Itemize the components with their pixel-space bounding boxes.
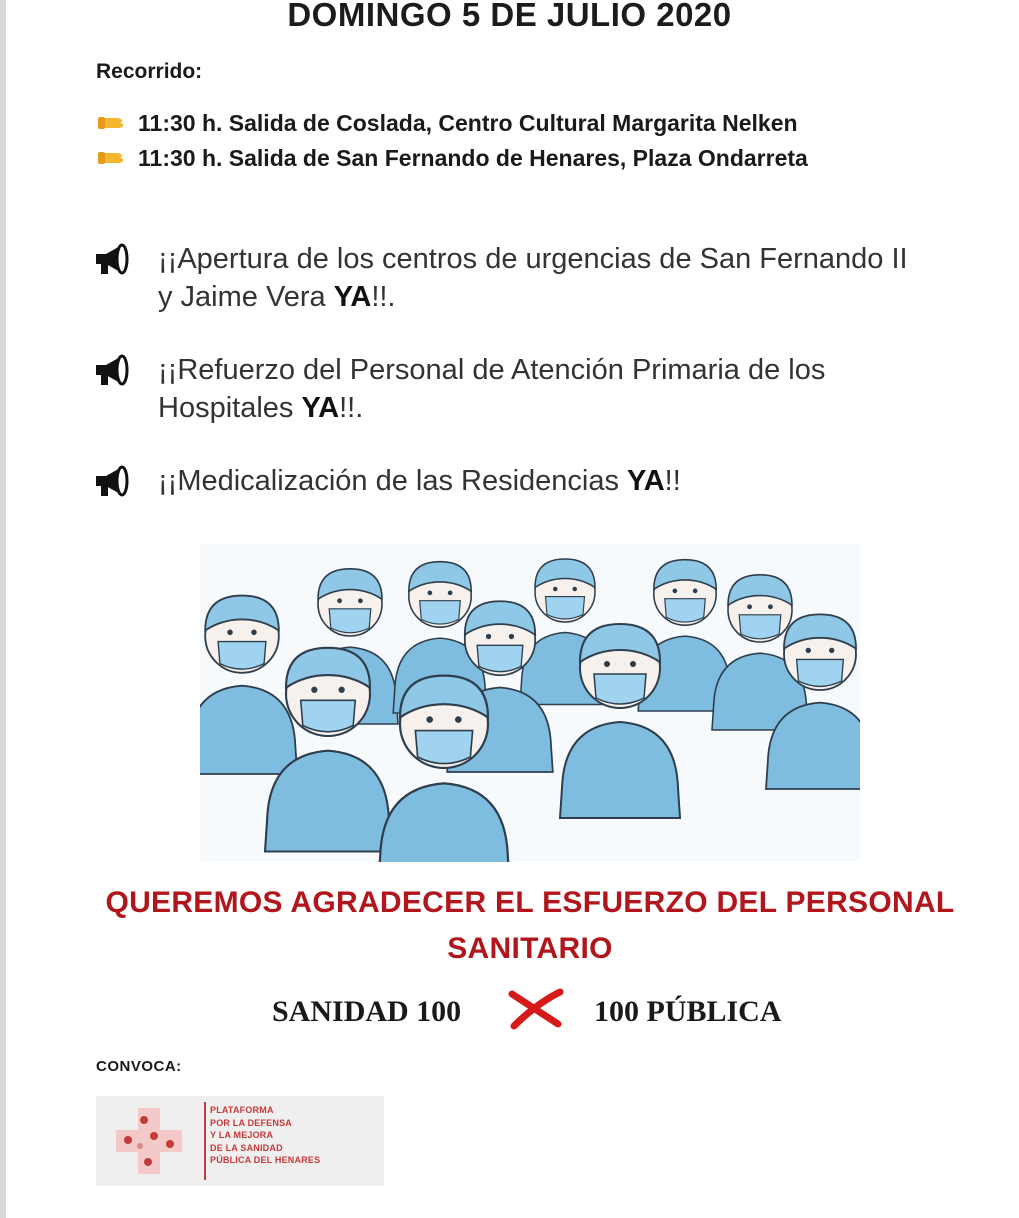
event-date-heading: DOMINGO 5 DE JULIO 2020	[287, 0, 732, 33]
route-item	[98, 110, 798, 138]
left-edge-divider	[0, 0, 6, 1218]
route-item	[98, 145, 808, 173]
logo-line: Y LA MEJORA	[210, 1130, 274, 1140]
logo-line: PLATAFORMA	[210, 1105, 274, 1115]
megaphone-icon	[92, 462, 132, 500]
demand-punctuation: !!	[664, 465, 681, 497]
thanks-message	[60, 880, 1000, 972]
megaphone-icon	[92, 351, 132, 389]
convoca-label: CONVOCA:	[96, 1058, 182, 1075]
thanks-line-2: SANITARIO	[447, 932, 613, 965]
demand-emphasis: YA	[627, 465, 665, 497]
demand-emphasis: YA	[333, 281, 372, 313]
demand-punctuation: !!.	[339, 392, 364, 424]
healthcare-workers-illustration	[200, 544, 860, 862]
demand-text: ¡¡Medicalización de las Residencias	[158, 465, 628, 497]
medical-cross-logo-icon	[114, 1106, 184, 1176]
thanks-line-1: QUEREMOS AGRADECER EL ESFUERZO DEL PERSONAL	[105, 886, 955, 919]
logo-line: POR LA DEFENSA	[210, 1117, 292, 1128]
demand-punctuation: !!.	[371, 281, 396, 313]
logo-line: DE LA SANIDAD	[210, 1142, 283, 1153]
demand-item	[92, 462, 922, 500]
logo-line: PÚBLICA DEL HENARES	[210, 1155, 321, 1165]
pointing-hand-icon	[98, 111, 132, 138]
logo-text	[210, 1104, 320, 1167]
platform-logo	[96, 1096, 384, 1186]
slogan-left: SANIDAD 100	[272, 995, 462, 1028]
demand-item	[92, 240, 922, 316]
pointing-hand-icon	[98, 146, 132, 173]
demand-emphasis: YA	[301, 392, 340, 424]
logo-divider	[204, 1102, 206, 1180]
demand-text: ¡¡Refuerzo del Personal de Atención Primaria de los Hospitales	[158, 354, 826, 424]
route-item-text: 11:30 h. Salida de Coslada, Centro Cultural Margarita Nelken	[138, 110, 798, 136]
megaphone-icon	[92, 240, 132, 278]
cross-x-icon	[506, 988, 564, 1030]
demand-text: ¡¡Apertura de los centros de urgencias de San Fernando II y Jaime Vera	[158, 243, 908, 313]
route-item-text: 11:30 h. Salida de San Fernando de Henares, Plaza Ondarreta	[138, 145, 808, 171]
demand-item	[92, 351, 922, 427]
route-title: Recorrido:	[96, 60, 203, 83]
slogan-right: 100 PÚBLICA	[594, 995, 782, 1028]
